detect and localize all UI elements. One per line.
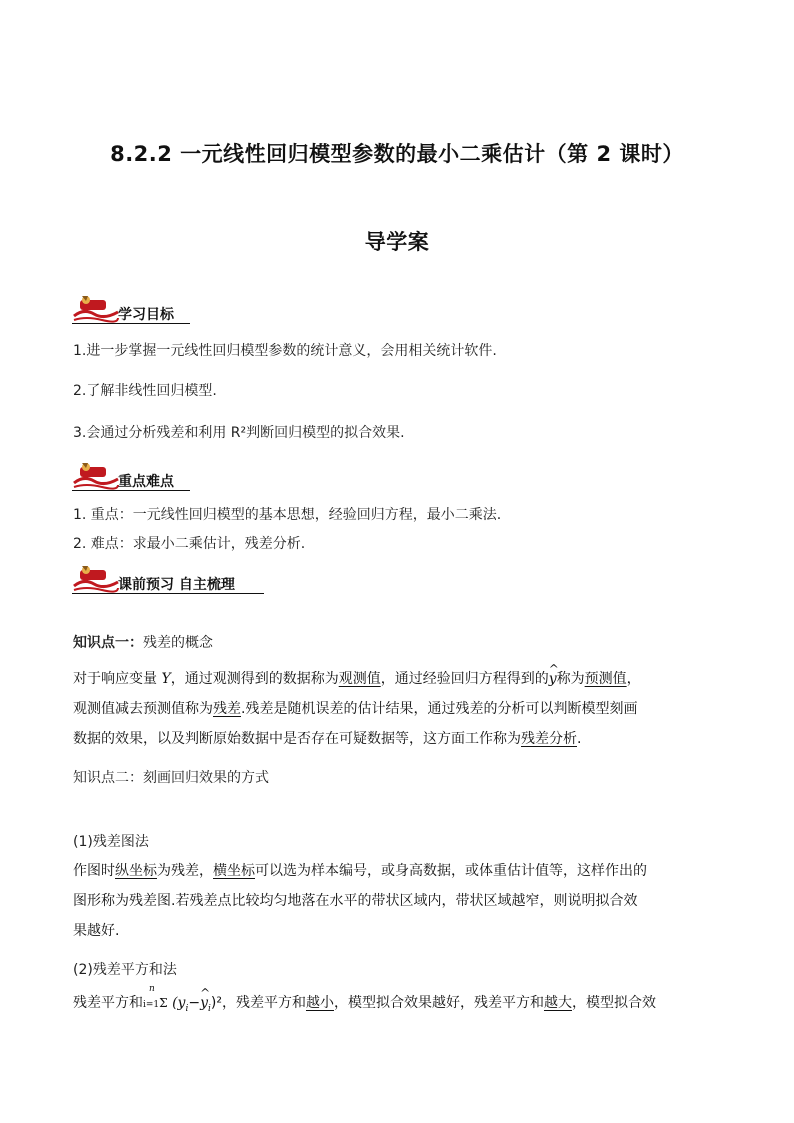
- kp1-line-1: 对于响应变量 Y，通过观测得到的数据称为观测值，通过经验回归方程得到的^ y称为预测值，: [73, 664, 723, 694]
- m1-line-3: 果越好.: [73, 923, 120, 939]
- summation-symbol: n i=1Σ: [143, 984, 168, 1010]
- section-header-goals: [72, 294, 272, 324]
- kp1-line-3: 数据的效果，以及判断原始数据中是否存在可疑数据等，这方面工作称为残差分析.: [73, 731, 582, 747]
- kp1-heading-prefix: 知识点一：: [73, 635, 143, 651]
- section-logo-icon: [72, 294, 120, 324]
- method-2-title: (2)残差平方和法: [73, 962, 177, 978]
- term-horizontal-axis: 横坐标: [213, 863, 255, 879]
- term-residual-analysis: 残差分析: [521, 731, 577, 747]
- keypoint-item-2: 2. 难点：求最小二乘估计，残差分析.: [73, 536, 306, 552]
- document-title: 8.2.2 一元线性回归模型参数的最小二乘估计（第 2 课时）: [110, 142, 684, 166]
- section-underline: [72, 490, 190, 491]
- kp1-line-2: 观测值减去预测值称为残差.残差是随机误差的估计结果，通过残差的分析可以判断模型刻画: [73, 701, 638, 717]
- term-predicted-value: 预测值: [584, 671, 627, 687]
- section-header-keypoints: [72, 461, 272, 491]
- m1-line-1: 作图时纵坐标为残差，横坐标可以选为样本编号，或身高数据，或体重估计值等，这样作出的: [73, 863, 647, 879]
- section-label-preview: 课前预习 自主梳理: [118, 577, 235, 593]
- section-label-keypoints: 重点难点: [118, 474, 174, 490]
- knowledge-point-2-heading: 知识点二：刻画回归效果的方式: [73, 770, 269, 786]
- section-logo-icon: [72, 461, 120, 491]
- section-label-goals: 学习目标: [118, 307, 174, 323]
- document-subtitle: 导学案: [364, 230, 430, 254]
- method-1-paragraph: [73, 856, 723, 946]
- method-2-paragraph: [73, 984, 723, 1024]
- keypoint-item-1: 1. 重点：一元线性回归模型的基本思想，经验回归方程，最小二乘法.: [73, 507, 502, 523]
- var-y-hat: ^ y: [549, 664, 557, 694]
- var-Y: Y: [161, 671, 171, 687]
- term-residual: 残差: [213, 701, 241, 717]
- term-vertical-axis: 纵坐标: [115, 863, 157, 879]
- goal-item-3: 3.会通过分析残差和利用 R²判断回归模型的拟合效果.: [73, 425, 405, 441]
- kp1-paragraph: [73, 664, 723, 754]
- kp1-heading-text: 残差的概念: [143, 635, 213, 651]
- m1-line-2: 图形称为残差图.若残差点比较均匀地落在水平的带状区域内，带状区域越窄，则说明拟合效: [73, 893, 638, 909]
- section-underline: [72, 323, 190, 324]
- section-logo-icon: [72, 564, 120, 594]
- section-underline: [72, 593, 264, 594]
- section-header-preview: [72, 564, 272, 594]
- goal-item-2: 2.了解非线性回归模型.: [73, 383, 217, 399]
- term-observed-value: 观测值: [338, 671, 381, 687]
- method-1-title: (1)残差图法: [73, 834, 149, 850]
- goal-item-1: 1.进一步掌握一元线性回归模型参数的统计意义，会用相关统计软件.: [73, 343, 497, 359]
- knowledge-point-1-heading: [73, 633, 213, 653]
- term-smaller: 越小: [305, 995, 334, 1011]
- m2-line-1: 残差平方和 n i=1Σ ($y_i-\^{}$ $y_i)^2$，残差平方和越小，模型拟合效果越好，残差平方和越大，模型拟合效: [73, 988, 723, 1024]
- term-larger: 越大: [543, 995, 572, 1011]
